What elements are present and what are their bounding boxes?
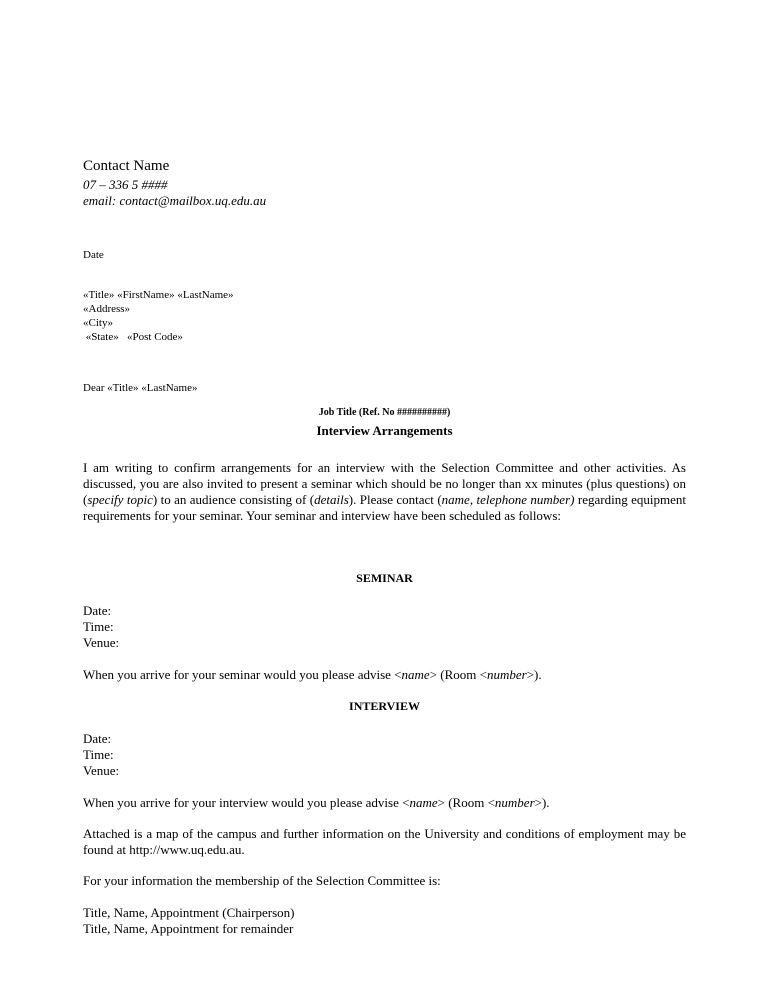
subject-heading: Interview Arrangements <box>316 423 453 438</box>
interview-venue: Venue: <box>83 763 120 778</box>
details-placeholder: details <box>314 492 349 507</box>
intro-paragraph: I am writing to confirm arrangements for an interview with the Selection Committee and other activities. As discussed, you are also invited to present a seminar which should be no longer than xx minutes (plus questions) on (specify topic) to an audience consisting of (details). Please contact (name, telephone number) regarding equipment requirements for your seminar. Your seminar and interview have been scheduled as follows: <box>83 460 686 523</box>
recipient-city-line: «City» <box>83 317 113 329</box>
sender-email: email: contact@mailbox.uq.edu.au <box>83 193 267 208</box>
seminar-time: Time: <box>83 619 114 634</box>
seminar-venue: Venue: <box>83 635 120 650</box>
committee-others: Title, Name, Appointment for remainder <box>83 921 294 936</box>
topic-placeholder: specify topic <box>87 492 153 507</box>
seminar-date: Date: <box>83 603 112 618</box>
attached-paragraph: Attached is a map of the campus and further information on the University and conditions of employment may be found at http://www.uq.edu.au. <box>83 826 686 857</box>
job-title: Job Title (Ref. No ##########) <box>318 407 451 418</box>
interview-time: Time: <box>83 747 114 762</box>
contact-placeholder: name, telephone number) <box>441 492 575 507</box>
sender-name: Contact Name <box>83 158 170 174</box>
seminar-heading: SEMINAR <box>356 571 413 585</box>
interview-advise: When you arrive for your interview would you please advise <name> (Room <number>). <box>83 795 550 810</box>
recipient-name-line: «Title» «FirstName» «LastName» <box>83 289 234 301</box>
interview-heading-label: INTERVIEW <box>349 699 420 713</box>
committee-intro: For your information the membership of the Selection Committee is: <box>83 873 441 888</box>
seminar-advise: When you arrive for your seminar would you please advise <name> (Room <number>). <box>83 667 542 682</box>
salutation: Dear «Title» «LastName» <box>83 382 198 394</box>
recipient-address-line: «Address» <box>83 303 131 315</box>
date-line: Date <box>83 249 104 261</box>
committee-chair: Title, Name, Appointment (Chairperson) <box>83 905 295 920</box>
recipient-state-line: «State» «Post Code» <box>83 331 183 343</box>
interview-date: Date: <box>83 731 112 746</box>
sender-phone: 07 – 336 5 #### <box>83 177 168 192</box>
